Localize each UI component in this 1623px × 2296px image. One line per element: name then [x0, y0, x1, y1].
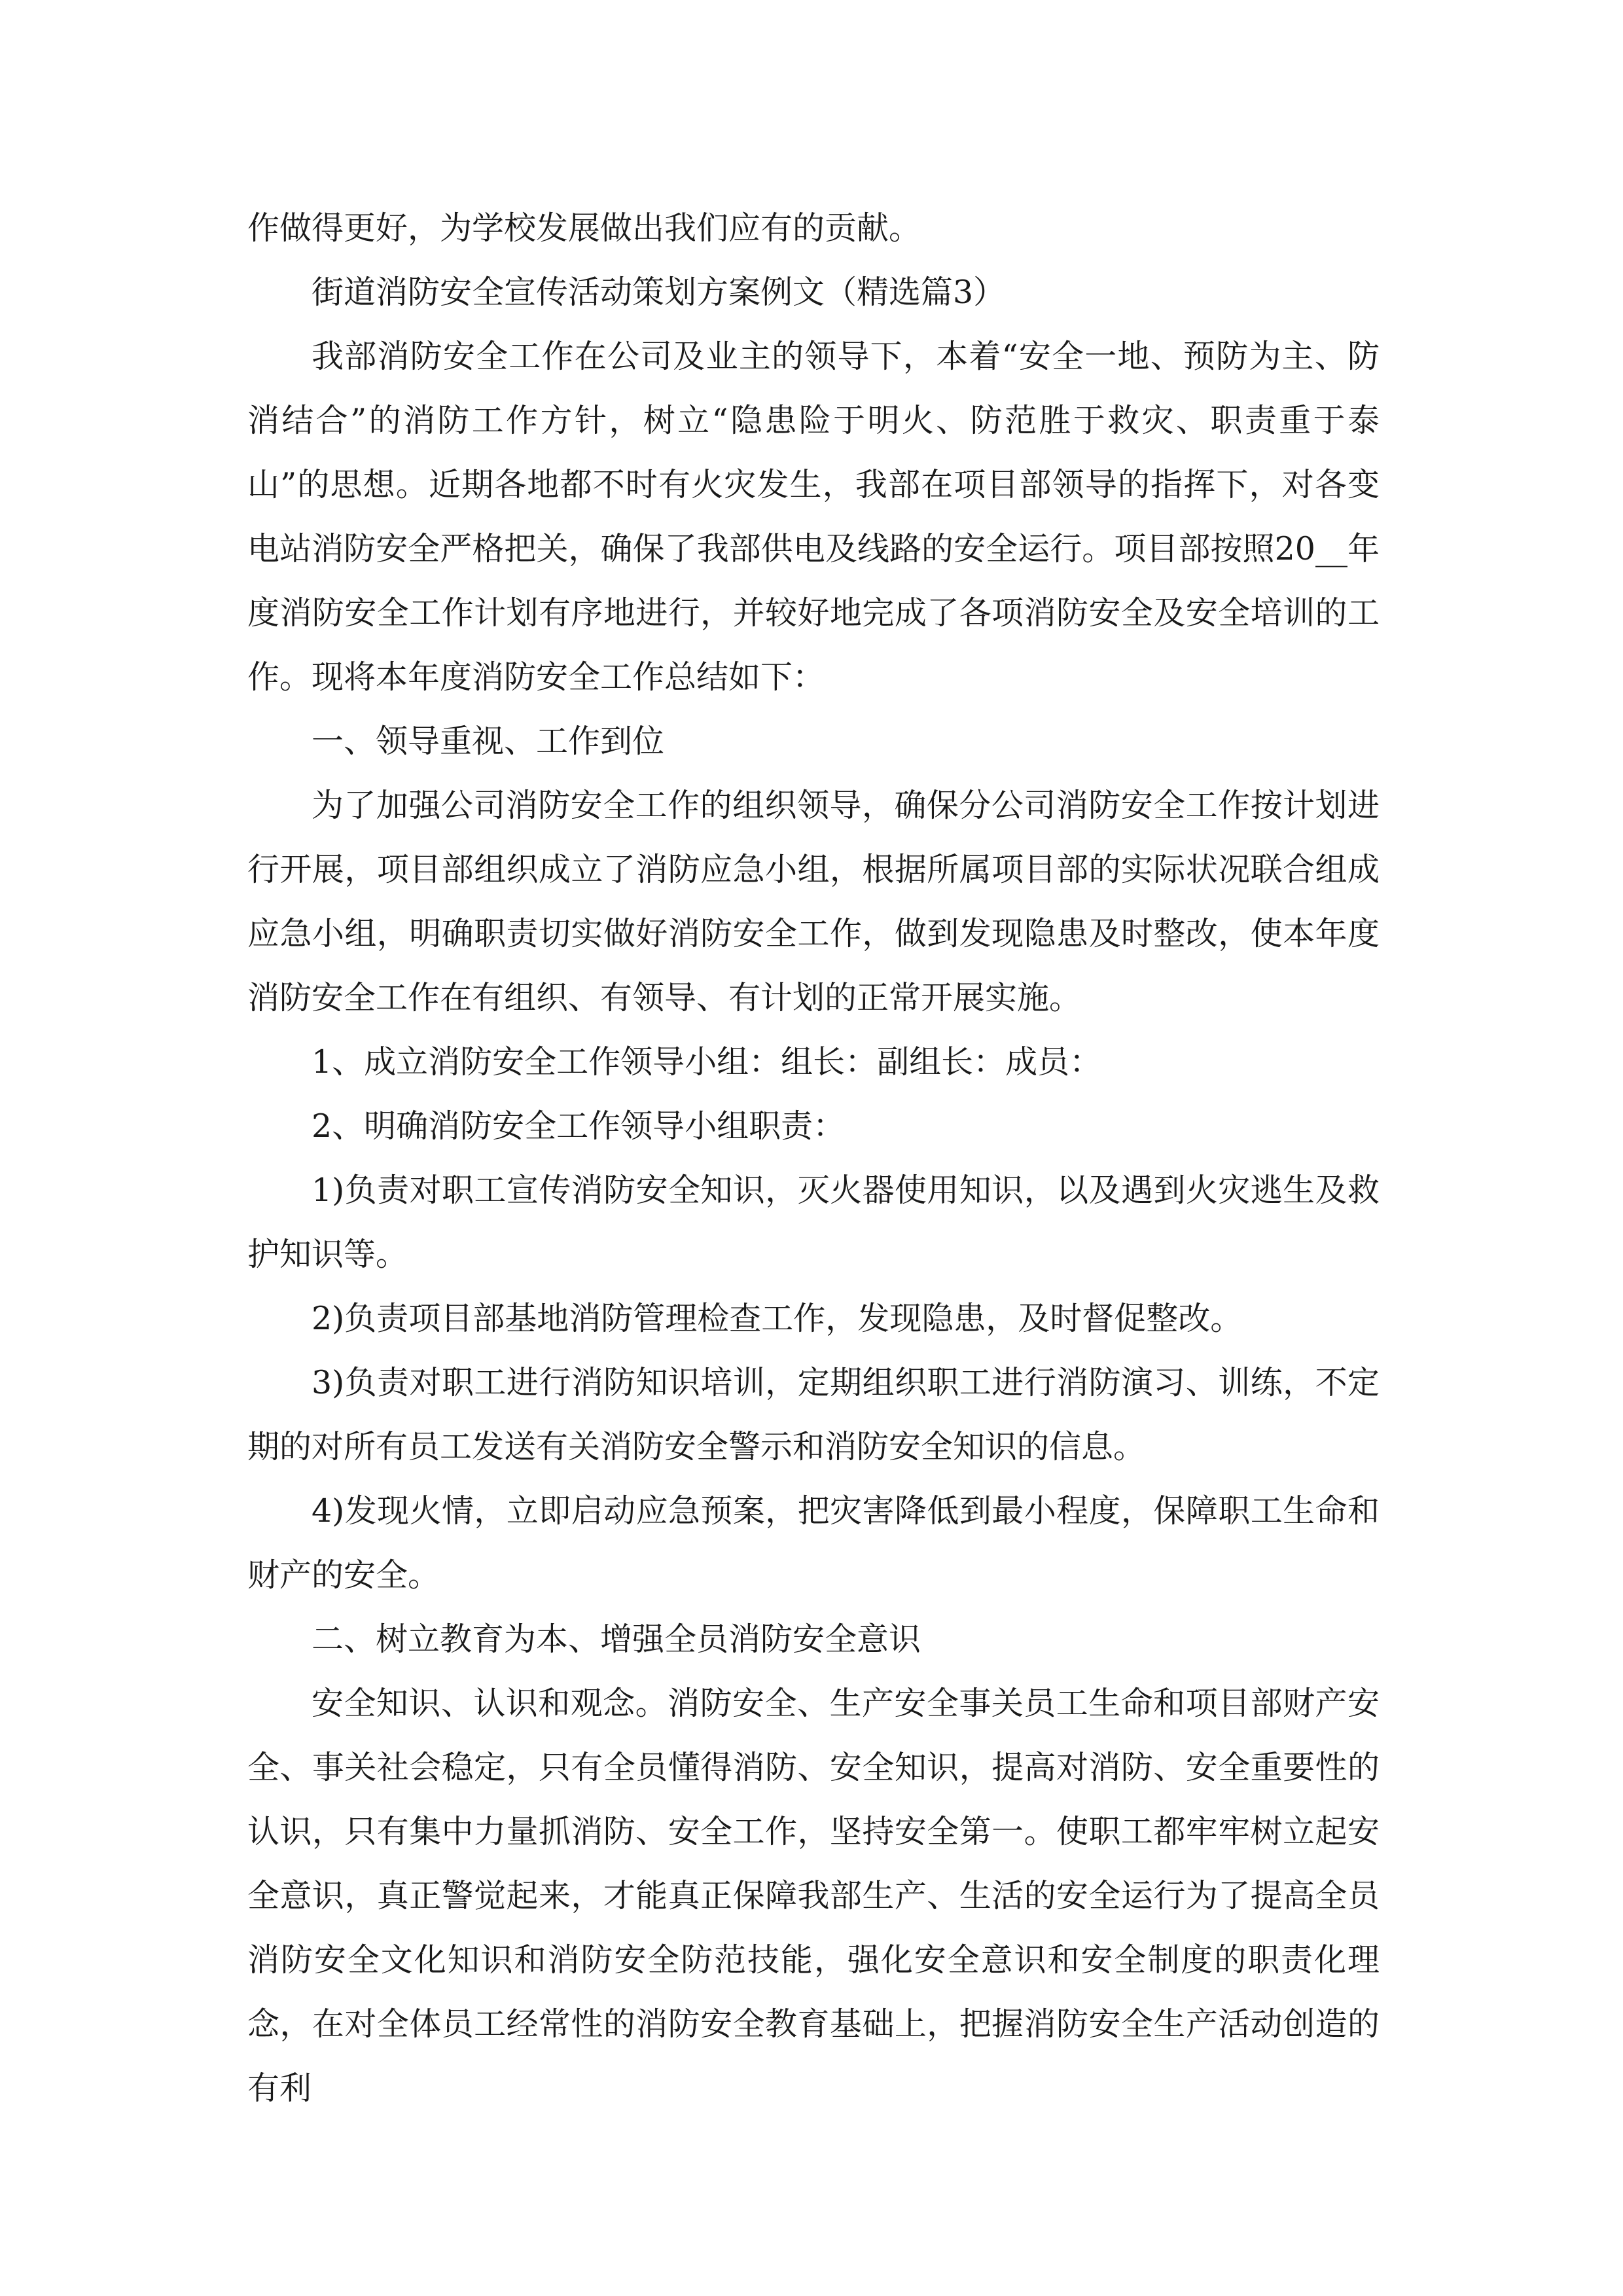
section-title: 街道消防安全宣传活动策划方案例文（精选篇3） — [312, 274, 1006, 311]
document-page — [247, 196, 1380, 2121]
paragraph-organization: 为了加强公司消防安全工作的组织领导，确保分公司消防安全工作按计划进行开展，项目部组织成立了消防应急小组，根据所属项目部的实际状况联合组成应急小组，明确职责切实做好消防安全工作，做到发现隐患及时整改，使本年度消防安全工作在有组织、有领导、有计划的正常开展实施。 — [247, 787, 1380, 1016]
paragraph-continuation: 作做得更好，为学校发展做出我们应有的贡献。 — [247, 209, 921, 247]
sub-item-4: 4)发现火情，立即启动应急预案，把灾害降低到最小程度，保障职工生命和财产的安全。 — [247, 1492, 1380, 1594]
paragraph-intro: 我部消防安全工作在公司及业主的领导下，本着“安全一地、预防为主、防消结合”的消防工作方针，树立“隐患险于明火、防范胜于救灾、职责重于泰山”的思想。近期各地都不时有火灾发生，我部在项目部领导的指挥下，对各变电站消防安全严格把关，确保了我部供电及线路的安全运行。项目部按照20__年度消防安全工作计划有序地进行，并较好地完成了各项消防安全及安全培训的工作。现将本年度消防安全工作总结如下： — [247, 338, 1380, 696]
heading-1: 一、领导重视、工作到位 — [312, 723, 665, 760]
list-item-2: 2、明确消防安全工作领导小组职责： — [312, 1107, 846, 1145]
sub-item-3: 3)负责对职工进行消防知识培训，定期组织职工进行消防演习、训练，不定期的对所有员工发送有关消防安全警示和消防安全知识的信息。 — [247, 1364, 1380, 1465]
sub-item-2: 2)负责项目部基地消防管理检查工作，发现隐患，及时督促整改。 — [312, 1300, 1243, 1337]
heading-2: 二、树立教育为本、增强全员消防安全意识 — [312, 1621, 921, 1658]
paragraph-education: 安全知识、认识和观念。消防安全、生产安全事关员工生命和项目部财产安全、事关社会稳定，只有全员懂得消防、安全知识，提高对消防、安全重要性的认识，只有集中力量抓消防、安全工作，坚持安全第一。使职工都牢牢树立起安全意识，真正警觉起来，才能真正保障我部生产、生活的安全运行为了提高全员消防安全文化知识和消防安全防范技能，强化安全意识和安全制度的职责化理念，在对全体员工经常性的消防安全教育基础上，把握消防安全生产活动创造的有利 — [247, 1685, 1380, 2107]
list-item-1: 1、成立消防安全工作领导小组：组长：副组长：成员： — [312, 1043, 1102, 1081]
sub-item-1: 1)负责对职工宣传消防安全知识，灭火器使用知识，以及遇到火灾逃生及救护知识等。 — [247, 1172, 1380, 1273]
